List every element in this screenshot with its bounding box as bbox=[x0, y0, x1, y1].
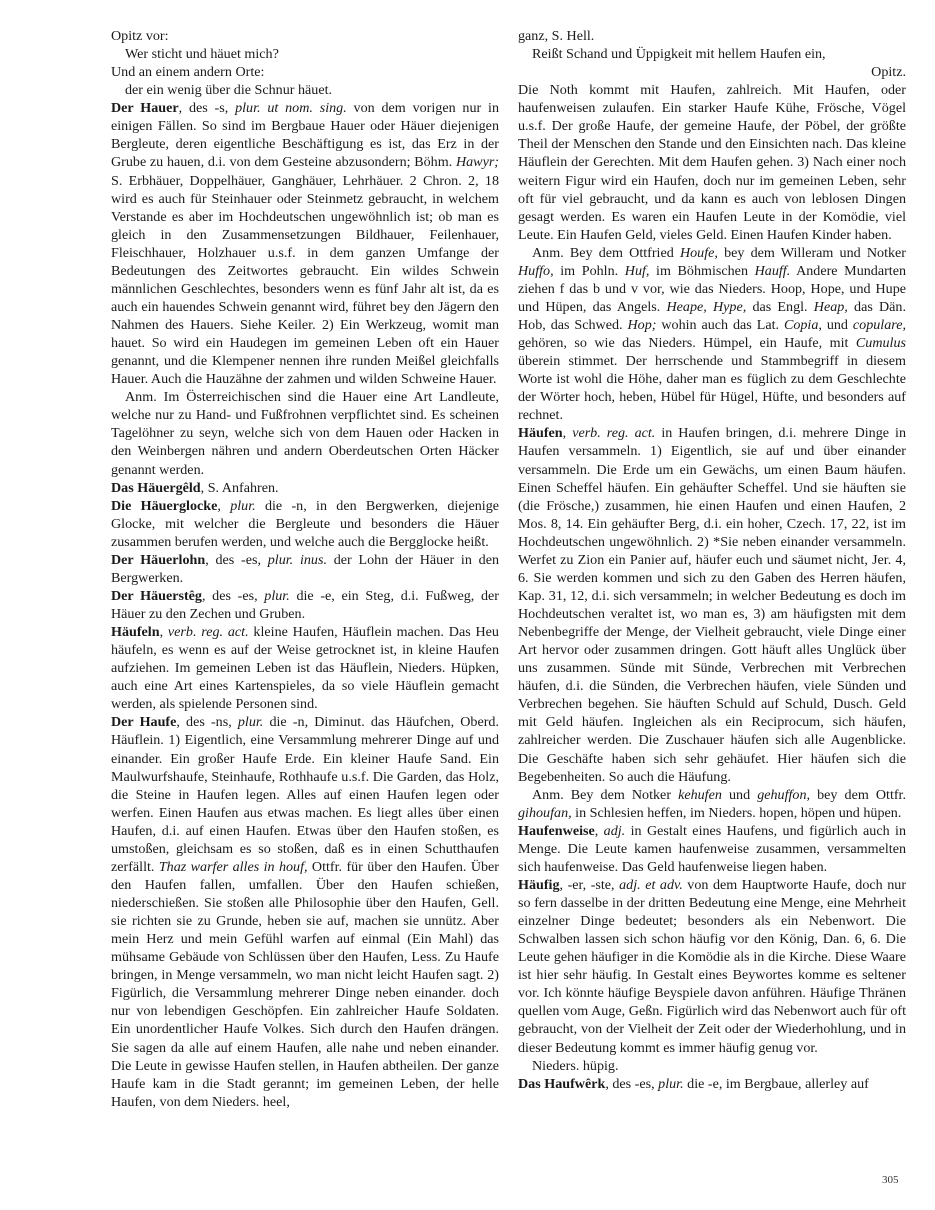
entry-text: Andere Mundarten ziehen f das b und v vor, wie das Nieders. Hoop, Hope, und Hupe und Hüpen, das Angels. bbox=[518, 262, 906, 315]
entry-text: und bbox=[821, 317, 853, 333]
entry-text: , des -es, bbox=[201, 587, 265, 604]
entry-text: die -e, im Bergbaue, allerley auf bbox=[683, 1075, 869, 1092]
entry-text: das Engl. bbox=[746, 298, 814, 315]
foreign-word: Cumulus bbox=[855, 335, 906, 352]
headword: Häufen bbox=[518, 425, 563, 442]
entry-haeuerglocke bbox=[111, 497, 499, 551]
grammar-note: verb. reg. act. bbox=[572, 425, 656, 442]
entry-haeufig bbox=[518, 876, 906, 1057]
grammar-note: plur. inus. bbox=[267, 551, 327, 568]
entry-text: die -n, in den Bergwerken, diejenige Glocke, mit welcher die Bergleute und besonders die Häuer zusammen berufen werden, und welche auch die Bergglocke heißt. bbox=[111, 497, 500, 550]
entry-text: Ottfr. für über den Haufen. Über den Haufen fallen, umfallen. Über den Haufen schießen, niederschießen. Sie stoßen alle Philosophie über den Haufen, Gell. sie richten sie zu Grunde, heben sie auf, machen sie unnütz. Aber mein Herz und mein Gefühl warfen auf einmal (Ein Mahl) das mühsame Gebäude von Schlüssen über den Haufen, Less. Zu Haufe bringen, in Menge versammeln, wo man nicht leicht Haufen sagt. 2) Figürlich, die Versammlung mehrerer Dinge neben einander. doch nur von lebendigen Geschöpfen. Ein zahlreicher Haufe Soldaten. Ein unordentlicher Haufe Volkes. Sich durch den Haufen drängen. Sie sagen da alle auf einem Haufen, alle nahe und neben einander. Die Leute in gewisse Haufen stellen, in Haufen abtheilen. Der ganze Haufe kam in die Stadt gerannt; im gemeinen Leben, der helle Haufen, von dem Nieders. heel, bbox=[111, 858, 499, 1110]
foreign-word: gihoufan, bbox=[518, 804, 572, 821]
grammar-note: plur. bbox=[237, 714, 264, 731]
entry-der-hauer bbox=[111, 99, 499, 388]
foreign-word: gehuffon, bbox=[757, 786, 811, 803]
entry-text: überein stimmet. Der herrschende und Stammbegriff in diesem Worte ist wohl die Höhe, daher man es füglich zu dem Geschlechte der Wörter hoch, heben, Hübel für Hügel, Hüfte, und besonders auf rechnet. bbox=[518, 353, 906, 424]
entry-haeuersteg bbox=[111, 587, 499, 623]
foreign-word: Hauff. bbox=[754, 262, 791, 279]
entry-haufenweise bbox=[518, 822, 906, 876]
foreign-word: Hop; bbox=[627, 317, 657, 333]
entry-text: von dem vorigen nur in einigen Fällen. So sind im Bergbaue Hauer oder Häuer diejenigen Bergleute, deren eigentliche Beschäftigung es ist, das Erz in der Grube zu hauen, d.i. von dem Gesteine abzusondern; Böhm. bbox=[111, 100, 499, 171]
verse-intro: Und an einem andern Orte: bbox=[111, 64, 265, 81]
entry-text: in Schlesien heffen, im Nieders. hopen, höpen und hüpen. bbox=[571, 804, 902, 821]
entry-text: , des -ns, bbox=[176, 714, 238, 731]
entry-text: im Böhmischen bbox=[649, 262, 755, 279]
headword: Der Häuerlohn bbox=[111, 551, 206, 568]
headword: Häufig bbox=[518, 876, 560, 893]
entry-text: im Pohln. bbox=[553, 262, 625, 279]
entry-text: bey dem Ottfr. bbox=[810, 786, 906, 803]
foreign-word: Heape, Hype, bbox=[666, 298, 747, 315]
entry-text: von dem Hauptworte Haufe, doch nur so fern dasselbe in der dritten Bedeutung eine Menge, eine Mehrheit einzelner Dinge bedeutet; besonders als ein Nebenwort. Die Schwalben lassen sich schon häufig vor den König, Dan. 6, 6. Die Leute gehen häufiger in die Komödie als in die Kirche. Diese Waare ist hier sehr häufig. In Gestalt eines Beywortes komme es seltener vor. Ich könnte häufige Beyspiele davon anführen. Häufige Thränen quellen vom Auge, Geßn. Figürlich wird das Nebenwort auch für oft gebraucht, von der Vielheit der Zeit oder der Wiederhohlung, und in dieser Bedeutung kommt es immer häufig genug vor. bbox=[518, 876, 907, 1056]
annotation bbox=[518, 786, 906, 822]
entry-text: , des -es, bbox=[605, 1075, 659, 1092]
headword: Haufenweise bbox=[518, 822, 595, 839]
continuation: Die Noth kommt mit Haufen, zahlreich. Mit Haufen, oder haufenweisen zulaufen. Ein starker Haufe Kühe, Frösche, Vögel u.s.f. Der große Haufe, der gemeine Haufe, der Pöbel, der größte Theil der Menschen den Stande und den Einsichten nach. Das kleine Häuflein der Gerechten. Mit dem Haufen gehen. 3) Nach einer noch weitern Figur wird ein Haufen, doch nur im gemeinen Leben, sehr oft für viel gebraucht, und da kann es auch von leblosen Dingen gesagt werden. Es waren ein Haufen Leute in der Komödie, viel Leute. Ein Haufen Geld, vieles Geld. Einen Haufen Kinder haben. bbox=[518, 82, 906, 243]
verse-line: der ein wenig über die Schnur häuet. bbox=[125, 82, 333, 99]
verse-line: Wer sticht und häuet mich? bbox=[125, 46, 279, 63]
entry-text: der Lohn der Häuer in den Bergwerken. bbox=[111, 551, 500, 586]
annotation bbox=[518, 244, 906, 425]
foreign-word: Hawyr; bbox=[455, 154, 499, 171]
foreign-word: Copia, bbox=[783, 317, 822, 333]
foreign-word: kehufen bbox=[678, 786, 722, 803]
foreign-word: copulare, bbox=[852, 317, 906, 333]
entry-text: , bbox=[217, 497, 231, 514]
entry-text: Anm. Bey dem Notker bbox=[532, 786, 679, 803]
entry-text: in Haufen bringen, d.i. mehrere Dinge in Haufen versammeln. 1) Eigentlich, sie auf und über einander versammeln. Die Erde um ein Gewächs, um einen Baum häufen. Einen Scheffel häufen. Ein gehäufter Scheffel. Und sie häuften sie (die Frösche,) zusammen, hie einen Haufen und einen Haufen, 2 Mos. 8, 14. Ein gehäufter Berg, d.i. ein hoher, Czech. 17, 22, ist im Hochdeutschen ungewöhnlich. 2) *Sie neben einander versammeln. Werfet zu Zion ein Panier auf, häufer euch und säumet nicht, Jer. 4, 6. Sie werden kommen und sich zu den Gaben des Herren häufen, Kap. 31, 12, d.i. sich versammeln; in welcher Bedeutung es doch im Hochdeutschen veraltet ist, wo man es, 3) am häufigsten mit dem Nebenbegriffe der Menge, der Vielheit gebraucht, viele Dinge einer Art hervor oder zusammen dringen. Gott häuft alles Unglück über uns zusammen. Sünde mit Sünde, Verbrechen mit Verbrechen häufen, d.i. die Sünden, die Verbrechen häufen, viele Sünden und Verbrechen begehen. Sie häuften Schuld auf Schuld, Dusch. Geld mit Geld häufen. Ingleichen als ein Reciprocum, sich häufen, zahlreicher werden. Die Zuschauer häufen sich alle Augenblicke. Die Geschäfte haben sich sehr gehäufet. Hier häufen sich die Begebenheiten. So auch die Häufung. bbox=[518, 425, 906, 785]
verse-line: Reißt Schand und Üppigkeit mit hellem Haufen ein, bbox=[532, 46, 826, 63]
entry-text: Anm. Bey dem Ottfried bbox=[532, 244, 680, 261]
entry-haeufeln bbox=[111, 623, 499, 713]
left-column bbox=[111, 27, 499, 1111]
entry-haeufen bbox=[518, 424, 906, 785]
page-number: 305 bbox=[882, 1174, 899, 1186]
entry-text: , bbox=[594, 822, 604, 839]
headword: Die Häuerglocke bbox=[111, 497, 218, 514]
grammar-note: plur. bbox=[264, 587, 290, 604]
grammar-note: plur. ut nom. sing. bbox=[235, 100, 347, 117]
entry-text: bey dem Willeram und Notker bbox=[717, 244, 906, 261]
grammar-note: adj. bbox=[603, 822, 626, 839]
entry-der-haufe bbox=[111, 713, 499, 1110]
verse-intro: Opitz vor: bbox=[111, 28, 169, 44]
entry-text: kleine Haufen, Häuflein machen. Das Heu häufeln, es wenn es auf der Weise getrocknet ist, in kleine Haufen aufziehen. Im gemeinen Leben ist das Häuflein, Nieders. Hüpken, auch eine Art eines Kartenspieles, da so viele Häuflein gemacht werden, als spielende Personen sind. bbox=[111, 624, 499, 713]
foreign-word: Huffo, bbox=[518, 262, 554, 279]
headword: Das Häuergêld bbox=[111, 479, 201, 496]
entry-haeuergeld bbox=[111, 479, 499, 497]
entry-text: das Dän. Hob, das Schwed. bbox=[518, 298, 907, 333]
entry-text: , bbox=[562, 425, 573, 442]
verse-source: Opitz. bbox=[871, 64, 906, 81]
headword: Der Haufe bbox=[111, 714, 177, 731]
headword: Das Haufwêrk bbox=[518, 1075, 606, 1092]
entry-text: , -er, -ste, bbox=[559, 876, 620, 893]
entry-text: die -e, ein Steg, d.i. Fußweg, der Häuer zu den Zechen und Gruben. bbox=[111, 587, 500, 622]
grammar-note: plur. bbox=[658, 1075, 684, 1092]
grammar-note: verb. reg. act. bbox=[167, 624, 249, 641]
annotation: Anm. Im Österreichischen sind die Hauer eine Art Landleute, welche nur zu Hand- und Fußfrohnen verpflichtet sind. Es scheinen Tagelöhner zu seyn, welche sich von dem Hauen oder Hacken in den Weinbergen nähren und andern Oberdeutschen Orten Häcker genannt werden. bbox=[111, 389, 499, 478]
foreign-word: Heap, bbox=[813, 298, 848, 315]
entry-text: wohin auch das Lat. bbox=[656, 317, 784, 333]
foreign-word: Thaz warfer alles in houf, bbox=[158, 858, 308, 875]
entry-text: in Gestalt eines Haufens, und figürlich auch in Menge. Die Leute kamen haufenweise zusammen, versammelten sich haufenweise. Das Geld haufenweise liegen haben. bbox=[518, 822, 906, 875]
headword: Häufeln bbox=[111, 624, 160, 641]
entry-text: , bbox=[159, 624, 168, 641]
headword: Der Hauer bbox=[111, 100, 179, 117]
entry-text: , des -s, bbox=[178, 100, 236, 117]
foreign-word: Huf, bbox=[624, 262, 650, 279]
entry-text: die -n, Diminut. das Häufchen, Oberd. Häuflein. 1) Eigentlich, eine Versammlung mehrerer Dinge auf und einander. Ein großer Haufe Erde. Ein kleiner Haufe Sand. Ein Maulwurfshaufe, Steinhaufe, Rothhaufe u.s.f. Die Garden, das Holz, die Steine in Haufen legen. Alles auf einen Haufen legen oder werfen. Einen Haufen aus etwas machen. Es liegt alles über einen Haufen, d.i. auf einen Haufen. Etwas über den Haufen stoßen, es umstoßen, gleichsam es so stoßen, daß es in einen Schutthaufen zerfällt. bbox=[111, 714, 499, 875]
entry-haeuerlohn bbox=[111, 551, 499, 587]
annotation: Nieders. hüpig. bbox=[532, 1057, 619, 1074]
headword: Der Häuerstêg bbox=[111, 587, 202, 604]
foreign-word: Houfe, bbox=[679, 244, 718, 261]
entry-text: gehören, so wie das Nieders. Hümpel, ein Haufe, mit bbox=[518, 335, 856, 352]
entry-text: , S. Anfahren. bbox=[200, 479, 279, 496]
grammar-note: adj. et adv. bbox=[619, 876, 683, 893]
entry-text: , des -es, bbox=[205, 551, 268, 568]
entry-haufwerk bbox=[518, 1075, 906, 1093]
continuation: ganz, S. Hell. bbox=[518, 28, 595, 44]
entry-text: und bbox=[721, 786, 758, 803]
entry-text: S. Erbhäuer, Doppelhäuer, Ganghäuer, Lehrhäuer. 2 Chron. 2, 18 wird es auch für Steinhauer oder Steinmetz gebraucht, in welchem Verstande es aber im Hochdeutschen ungewöhnlich ist; ob man es gleich in den Zusammensetzungen Bildhauer, Feilenhauer, Fleischhauer, Holzhauer u.s.f. in dem ganzen Umfange der Bedeutungen des Zeitwortes gebraucht. Ein wildes Schwein männlichen Geschlechtes, besonders wenn es fünf Jahr alt ist, da es auch ein hauendes Schwein genannt wird, führet bey den Jägern den Nahmen des Hauers. Siehe Keiler. 2) Ein Werkzeug, womit man hauet. So wird ein Haudegen im gemeinen Leben oft ein Hauer genannt, und die Klempener nennen ihre runden Meißel gleichfalls Hauer. Auch die Hauzähne der zahmen und wilden Schweine Hauer. bbox=[111, 172, 499, 388]
grammar-note: plur. bbox=[230, 497, 256, 514]
right-column bbox=[518, 27, 906, 1093]
